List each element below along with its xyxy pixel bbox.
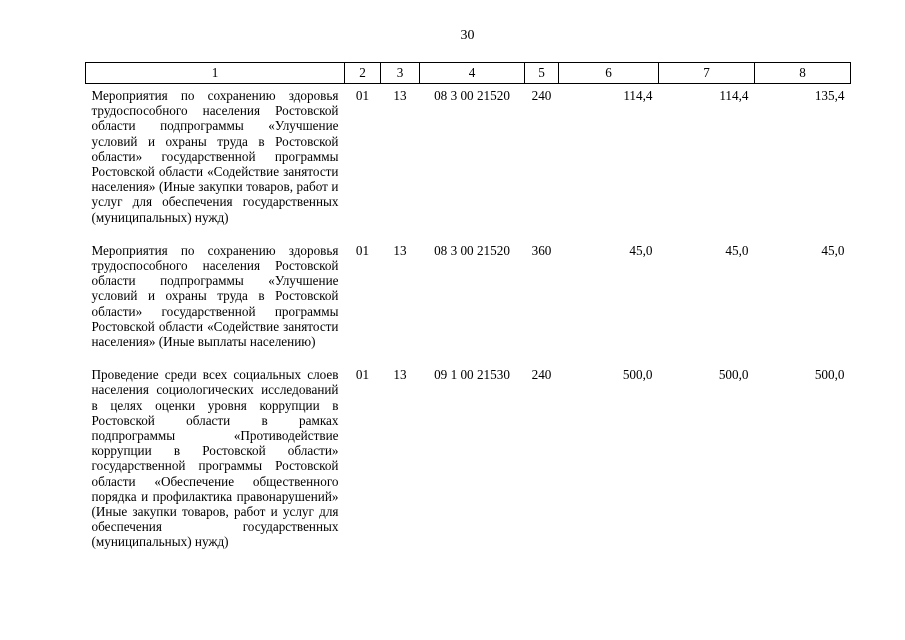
amount-col7: 45,0 bbox=[725, 242, 749, 258]
amount-col6: 114,4 bbox=[623, 88, 653, 103]
section-code: 01 bbox=[355, 367, 370, 383]
expense-type-code: 240 bbox=[531, 367, 552, 383]
column-header: 1 bbox=[86, 63, 345, 84]
expense-type-code: 240 bbox=[531, 88, 552, 103]
target-article-code: 09 1 00 21530 bbox=[434, 367, 510, 383]
column-header: 5 bbox=[525, 63, 559, 84]
column-header: 7 bbox=[659, 63, 755, 84]
subsection-code: 13 bbox=[393, 242, 407, 258]
expense-type-code: 360 bbox=[531, 242, 552, 258]
column-header: 4 bbox=[420, 63, 525, 84]
column-header: 8 bbox=[755, 63, 851, 84]
table-row bbox=[86, 363, 851, 563]
row-description: Мероприятия по сохранению здоровья трудоспособного населения Ростовской области подпрограммы «Улучшение условий и охраны труда в Ростовской области» государственной программы Ростовской области «Содействие занятости населения» (Иные закупки товаров, работ и услуг для обеспечения государственных (муниципальных) нужд) bbox=[91, 88, 339, 225]
column-header: 2 bbox=[345, 63, 381, 84]
amount-col6: 45,0 bbox=[629, 242, 653, 258]
section-code: 01 bbox=[355, 88, 370, 103]
target-article-code: 08 3 00 21520 bbox=[434, 88, 510, 103]
amount-col7: 500,0 bbox=[718, 367, 749, 383]
section-code: 01 bbox=[355, 242, 370, 258]
row-description: Мероприятия по сохранению здоровья трудоспособного населения Ростовской области подпрограммы «Улучшение условий и охраны труда в Ростовской области» государственной программы Ростовской области «Содействие занятости населения» (Иные выплаты населению) bbox=[91, 242, 339, 350]
page-number: 30 bbox=[460, 28, 475, 43]
column-header: 6 bbox=[559, 63, 659, 84]
amount-col6: 500,0 bbox=[622, 367, 653, 383]
header-row bbox=[86, 63, 851, 84]
amount-col7: 114,4 bbox=[719, 88, 749, 103]
table-row bbox=[86, 239, 851, 363]
column-header: 3 bbox=[381, 63, 420, 84]
row-description: Проведение среди всех социальных слоев населения социологических исследований в целях оценки уровня коррупции в Ростовской области в рамках подпрограммы «Противодействие коррупции в Ростовской области» государственной программы Ростовской области «Обеспечение общественного порядка и профилактика правонарушений» (Иные закупки товаров, работ и услуг для обеспечения государственных (муниципальных) нужд) bbox=[91, 367, 339, 550]
target-article-code: 08 3 00 21520 bbox=[434, 242, 510, 258]
table-row bbox=[86, 84, 851, 239]
amount-col8: 500,0 bbox=[814, 367, 845, 383]
subsection-code: 13 bbox=[393, 367, 407, 383]
amount-col8: 135,4 bbox=[814, 88, 845, 103]
amount-col8: 45,0 bbox=[821, 242, 845, 258]
budget-table bbox=[85, 62, 851, 564]
subsection-code: 13 bbox=[393, 88, 407, 103]
